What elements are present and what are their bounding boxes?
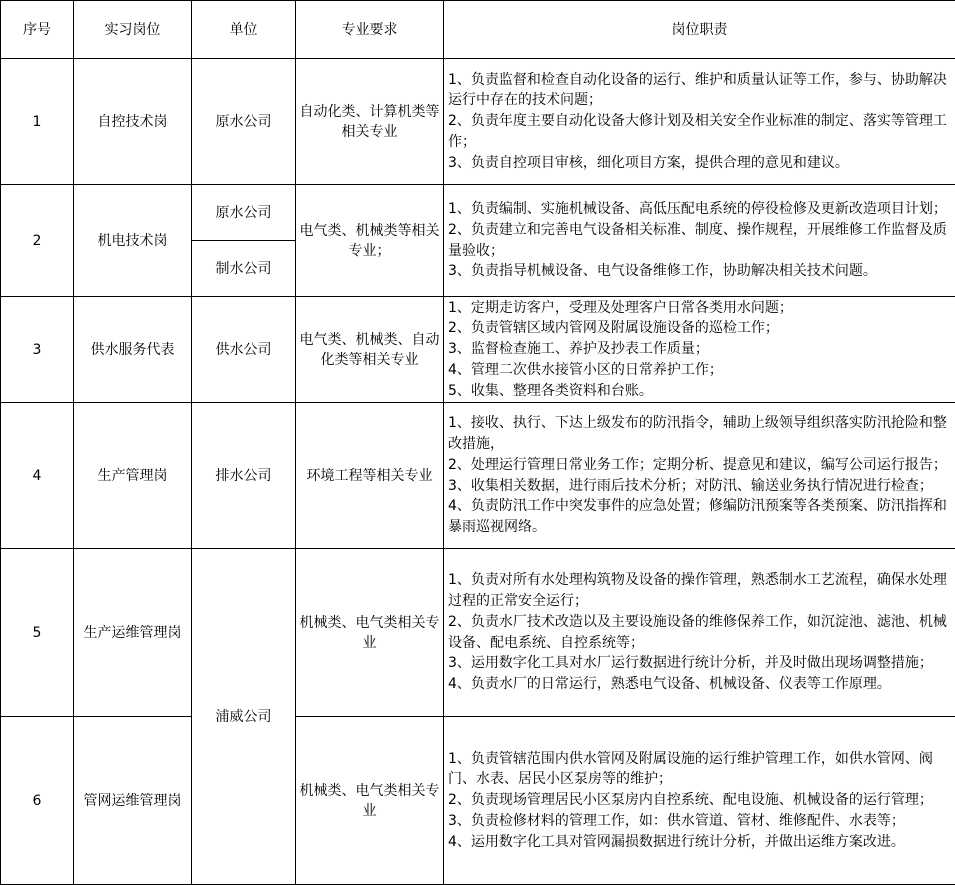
cell-unit: 浦威公司 bbox=[192, 549, 296, 885]
header-no: 序号 bbox=[1, 1, 74, 59]
header-unit: 单位 bbox=[192, 1, 296, 59]
duty-line: 4、负责水厂的日常运行，熟悉电气设备、机械设备、仪表等工作原理。 bbox=[448, 676, 891, 693]
table-row bbox=[1, 717, 955, 885]
cell-position: 供水服务代表 bbox=[74, 297, 192, 403]
duty-line: 1、负责编制、实施机械设备、高低压配电系统的停役检修及更新改造项目计划； bbox=[448, 200, 947, 217]
table-row bbox=[1, 549, 955, 717]
cell-no: 6 bbox=[1, 717, 74, 885]
cell-no: 1 bbox=[1, 59, 74, 185]
duty-line: 3、负责自控项目审核，细化项目方案，提供合理的意见和建议。 bbox=[448, 154, 849, 171]
duty-line: 3、监督检查施工、养护及抄表工作质量； bbox=[448, 341, 709, 358]
duty-line: 1、接收、执行、下达上级发布的防汛指令，辅助上级领导组织落实防汛抢险和整改措施， bbox=[448, 415, 947, 452]
cell-no: 3 bbox=[1, 297, 74, 403]
duty-line: 4、负责防汛工作中突发事件的应急处置；修编防汛预案等各类预案、防汛指挥和暴雨巡视网络。 bbox=[448, 498, 947, 536]
duty-line: 1、负责监督和检查自动化设备的运行、维护和质量认证等工作，参与、协助解决运行中存在的技术问题； bbox=[448, 71, 947, 109]
duty-line: 1、负责对所有水处理构筑物及设备的操作管理，熟悉制水工艺流程，确保水处理过程的正常安全运行； bbox=[448, 572, 947, 609]
header-row bbox=[1, 1, 955, 59]
table-row bbox=[1, 403, 955, 549]
cell-no: 4 bbox=[1, 403, 74, 549]
cell-position: 机电技术岗 bbox=[74, 185, 192, 297]
duty-line: 5、收集、整理各类资料和台账。 bbox=[448, 382, 653, 399]
header-position: 实习岗位 bbox=[74, 1, 192, 59]
cell-position: 生产管理岗 bbox=[74, 403, 192, 549]
duty-line: 2、负责管辖区域内管网及附属设施设备的巡检工作； bbox=[448, 320, 779, 337]
duty-line: 3、运用数字化工具对水厂运行数据进行统计分析，并及时做出现场调整措施； bbox=[448, 655, 933, 672]
header-major: 专业要求 bbox=[296, 1, 444, 59]
duty-line: 2、负责建立和完善电气设备相关标准、制度、操作规程，开展维修工作监督及质量验收； bbox=[448, 221, 947, 259]
cell-major: 自动化类、计算机类等相关专业 bbox=[296, 59, 444, 185]
duty-line: 2、负责现场管理居民小区泵房内自控系统、配电设施、机械设备的运行管理； bbox=[448, 792, 933, 809]
duty-line: 1、定期走访客户，受理及处理客户日常各类用水问题； bbox=[448, 299, 793, 316]
cell-major: 机械类、电气类相关专业 bbox=[296, 717, 444, 885]
cell-duty bbox=[444, 717, 955, 885]
duty-line: 4、运用数字化工具对管网漏损数据进行统计分析，并做出运维方案改进。 bbox=[448, 833, 905, 850]
duty-line: 2、负责水厂技术改造以及主要设施设备的维修保养工作，如沉淀池、滤池、机械设备、配电系统、自控系统等； bbox=[448, 613, 947, 651]
table-row bbox=[1, 185, 955, 241]
cell-no: 2 bbox=[1, 185, 74, 297]
header-duty: 岗位职责 bbox=[444, 1, 955, 59]
cell-no: 5 bbox=[1, 549, 74, 717]
table-row bbox=[1, 297, 955, 403]
cell-unit: 制水公司 bbox=[192, 241, 296, 297]
cell-position: 自控技术岗 bbox=[74, 59, 192, 185]
cell-unit: 原水公司 bbox=[192, 185, 296, 241]
cell-major: 电气类、机械类等相关专业； bbox=[296, 185, 444, 297]
cell-major: 电气类、机械类、自动化类等相关专业 bbox=[296, 297, 444, 403]
cell-duty bbox=[444, 403, 955, 549]
duty-line: 1、负责管辖范围内供水管网及附属设施的运行维护管理工作，如供水管网、阀门、水表、居民小区泵房等的维护； bbox=[448, 750, 933, 788]
cell-major: 环境工程等相关专业 bbox=[296, 403, 444, 549]
table-row bbox=[1, 59, 955, 185]
cell-duty bbox=[444, 549, 955, 717]
duty-line: 3、负责检修材料的管理工作，如：供水管道、管材、维修配件、水表等； bbox=[448, 812, 905, 829]
duty-line: 2、负责年度主要自动化设备大修计划及相关安全作业标准的制定、落实等管理工作； bbox=[448, 113, 947, 150]
cell-position: 生产运维管理岗 bbox=[74, 549, 192, 717]
cell-duty bbox=[444, 297, 955, 403]
cell-unit: 原水公司 bbox=[192, 59, 296, 185]
cell-duty bbox=[444, 59, 955, 185]
duty-line: 4、管理二次供水接管小区的日常养护工作； bbox=[448, 361, 723, 378]
duty-line: 3、负责指导机械设备、电气设备维修工作，协助解决相关技术问题。 bbox=[448, 263, 877, 280]
cell-unit: 排水公司 bbox=[192, 403, 296, 549]
cell-major: 机械类、电气类相关专业 bbox=[296, 549, 444, 717]
cell-duty bbox=[444, 185, 955, 297]
cell-position: 管网运维管理岗 bbox=[74, 717, 192, 885]
cell-unit: 供水公司 bbox=[192, 297, 296, 403]
duty-line: 2、处理运行管理日常业务工作；定期分析、提意见和建议，编写公司运行报告；3、收集相关数据，进行雨后技术分析；对防汛、输送业务执行情况进行检查； bbox=[448, 456, 947, 494]
